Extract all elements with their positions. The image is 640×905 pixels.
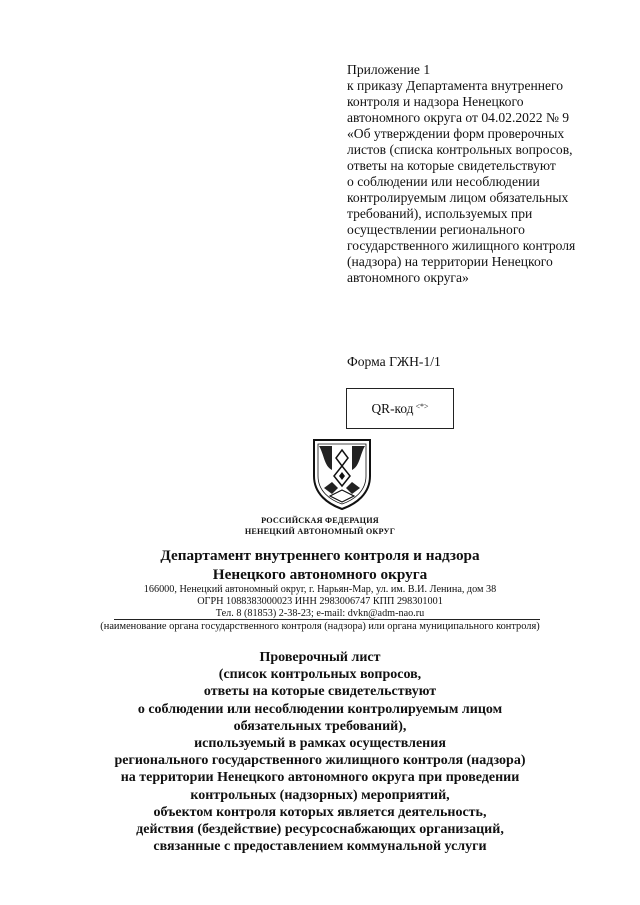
appendix-line: автономного округа» <box>347 270 469 285</box>
checklist-title-line: действия (бездействие) ресурсоснабжающих организаций, <box>136 822 504 838</box>
appendix-line: требований), используемых при <box>347 206 533 221</box>
department-title-line1: Департамент внутреннего контроля и надзора <box>160 547 480 564</box>
appendix-line: ответы на которые свидетельствуют <box>347 158 556 173</box>
appendix-line: «Об утверждении форм проверочных <box>347 126 565 141</box>
checklist-title-line: используемый в рамках осуществления <box>194 736 446 752</box>
header-divider <box>114 619 540 620</box>
department-contacts: Тел. 8 (81853) 2-38-23; e-mail: dvkn@adm-nao.ru <box>215 608 425 619</box>
checklist-title-line: (список контрольных вопросов, <box>218 667 422 683</box>
checklist-title-line: регионального государственного жилищного контроля (надзора) <box>114 753 526 769</box>
form-number: Форма ГЖН-1/1 <box>347 354 441 369</box>
appendix-line: листов (списка контрольных вопросов, <box>347 142 573 157</box>
checklist-title-line: ответы на которые свидетельствуют <box>203 684 437 700</box>
checklist-title-line: контрольных (надзорных) мероприятий, <box>190 787 450 803</box>
appendix-line: к приказу Департамента внутреннего <box>347 78 564 93</box>
qr-code-label: QR-код <box>371 400 414 416</box>
appendix-line: государственного жилищного контроля <box>347 238 576 253</box>
okrug-label: НЕНЕЦКИЙ АВТОНОМНЫЙ ОКРУГ <box>244 527 396 536</box>
appendix-line: осуществлении регионального <box>347 222 525 237</box>
appendix-line: Приложение 1 <box>347 62 431 77</box>
authority-caption: (наименование органа государственного контроля (надзора) или органа муниципального контроля) <box>100 621 540 632</box>
appendix-line: (надзора) на территории Ненецкого <box>347 254 553 269</box>
department-address: 166000, Ненецкий автономный округ, г. Нарьян-Мар, ул. им. В.И. Ленина, дом 38 <box>143 584 497 595</box>
department-registry: ОГРН 1088383000023 ИНН 2983006747 КПП 298301001 <box>197 596 443 607</box>
appendix-line: о соблюдении или несоблюдении <box>347 174 540 189</box>
department-title-line2: Ненецкого автономного округа <box>212 566 428 583</box>
checklist-title <box>0 649 640 855</box>
checklist-title-line: Проверочный лист <box>259 650 381 665</box>
qr-footnote-mark: <*> <box>415 402 429 411</box>
checklist-title-line: о соблюдении или несоблюдении контролируемым лицом <box>137 701 503 717</box>
federation-label: РОССИЙСКАЯ ФЕДЕРАЦИЯ <box>261 516 379 525</box>
appendix-line: автономного округа от 04.02.2022 № 9 <box>347 110 570 125</box>
checklist-title-line: объектом контроля которых является деятельность, <box>153 804 487 820</box>
appendix-line: контролируемым лицом обязательных <box>347 190 569 205</box>
qr-code-box <box>346 388 454 429</box>
appendix-line: контроля и надзора Ненецкого <box>347 94 524 109</box>
checklist-title-line: обязательных требований), <box>233 718 407 734</box>
checklist-title-line: на территории Ненецкого автономного округа при проведении <box>120 770 520 786</box>
checklist-title-line: связанные с предоставлением коммунальной услуги <box>153 839 487 855</box>
coat-of-arms-icon <box>306 436 378 512</box>
appendix-block <box>347 62 599 286</box>
